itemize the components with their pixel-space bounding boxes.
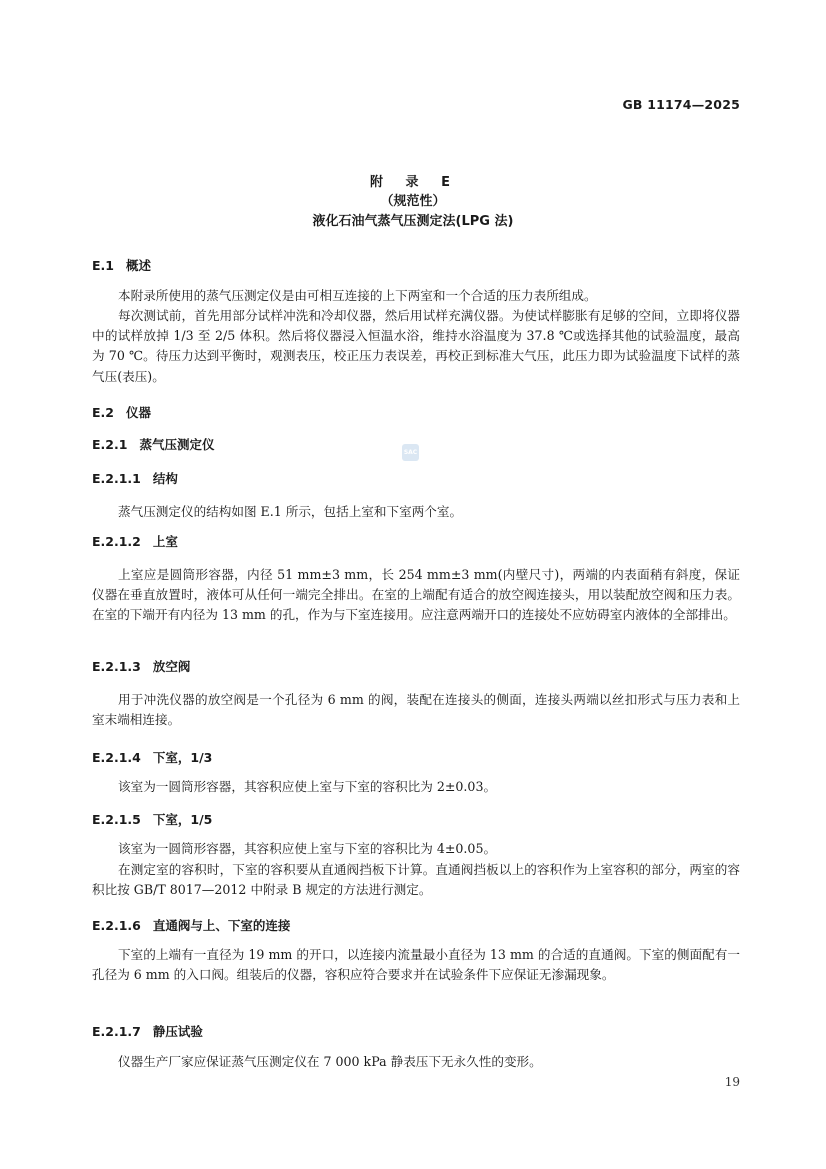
appendix-nature: （规范性）: [380, 194, 446, 209]
paragraph: 用于冲洗仪器的放空阀是一个孔径为 6 mm 的阀，装配在连接头的侧面，连接头两端以丝扣形式与压力表和上室末端相连接。: [92, 692, 740, 728]
section-number: E.2.1.7: [92, 1024, 141, 1039]
page-number: 19: [724, 1075, 740, 1089]
section-heading-e2-1-5: [92, 810, 212, 828]
section-heading-e2-1: [92, 435, 214, 453]
section-title: 下室，1/3: [152, 750, 213, 765]
paragraph: 蒸气压测定仪的结构如图 E.1 所示，包括上室和下室两个室。: [118, 504, 463, 519]
section-title: 蒸气压测定仪: [139, 437, 215, 452]
paragraph: 该室为一圆筒形容器，其容积应使上室与下室的容积比为 2±0.03。: [118, 779, 497, 794]
section-number: E.2.1.5: [92, 812, 141, 827]
section-heading-e2: [92, 403, 151, 421]
section-number: E.2.1.1: [92, 471, 141, 486]
section-number: E.2.1.2: [92, 534, 141, 549]
section-heading-e2-1-7: [92, 1022, 203, 1040]
section-number: E.2: [92, 405, 114, 420]
paragraph: 上室应是圆筒形容器，内径 51 mm±3 mm，长 254 mm±3 mm(内壁尺寸)，两端的内表面稍有斜度，保证仪器在垂直放置时，液体可从任何一端完全排出。在室的上端配有适合的放空阀连接头，用以装配放空阀和压力表。在室的下端开有内径为 13 mm 的孔，作为与下室连接用。应注意两端开口的连接处不应妨碍室内液体的全部排出。: [92, 567, 740, 623]
section-title: 直通阀与上、下室的连接: [152, 918, 291, 933]
section-number: E.1: [92, 258, 114, 273]
appendix-title: 液化石油气蒸气压测定法(LPG 法): [312, 214, 514, 229]
section-title: 结构: [152, 471, 178, 486]
standard-code: GB 11174—2025: [622, 97, 740, 112]
section-number: E.2.1.3: [92, 659, 141, 674]
paragraph: 每次测试前，首先用部分试样冲洗和冷却仪器，然后用试样充满仪器。为使试样膨胀有足够的空间，立即将仪器中的试样放掉 1/3 至 2/5 体积。然后将仪器浸入恒温水浴，维持水浴温度为 37.8 ℃或选择其他的试验温度，最高为 70 ℃。待压力达到平衡时，观测表压，校正压力表误差，再校正到标准大气压，此压力即为试验温度下试样的蒸气压(表压)。: [92, 308, 740, 384]
paragraph: 下室的上端有一直径为 19 mm 的开口，以连接内流量最小直径为 13 mm 的合适的直通阀。下室的侧面配有一孔径为 6 mm 的入口阀。组装后的仪器，容积应符合要求并在试验条件下应保证无渗漏现象。: [92, 947, 740, 983]
section-heading-e1: [92, 256, 151, 274]
section-number: E.2.1: [92, 437, 128, 452]
sac-watermark-logo: SAC: [402, 444, 419, 461]
section-heading-e2-1-2: [92, 532, 178, 550]
section-number: E.2.1.6: [92, 918, 141, 933]
section-title: 静压试验: [152, 1024, 203, 1039]
section-title: 下室，1/5: [152, 812, 213, 827]
section-number: E.2.1.4: [92, 750, 141, 765]
section-heading-e2-1-4: [92, 748, 212, 766]
section-heading-e2-1-3: [92, 657, 190, 675]
paragraph: 仪器生产厂家应保证蒸气压测定仪在 7 000 kPa 静表压下无永久性的变形。: [118, 1054, 542, 1069]
appendix-label: 附 录 E: [370, 175, 456, 190]
section-title: 仪器: [126, 405, 152, 420]
paragraph: 本附录所使用的蒸气压测定仪是由可相互连接的上下两室和一个合适的压力表所组成。: [118, 288, 597, 303]
paragraph: 在测定室的容积时，下室的容积要从直通阀挡板下计算。直通阀挡板以上的容积作为上室容积的部分，两室的容积比按 GB/T 8017—2012 中附录 B 规定的方法进行测定。: [92, 862, 740, 898]
section-heading-e2-1-6: [92, 916, 290, 934]
section-title: 上室: [152, 534, 178, 549]
paragraph: 该室为一圆筒形容器，其容积应使上室与下室的容积比为 4±0.05。: [118, 841, 497, 856]
section-title: 放空阀: [152, 659, 191, 674]
section-heading-e2-1-1: [92, 469, 178, 487]
section-title: 概述: [126, 258, 152, 273]
